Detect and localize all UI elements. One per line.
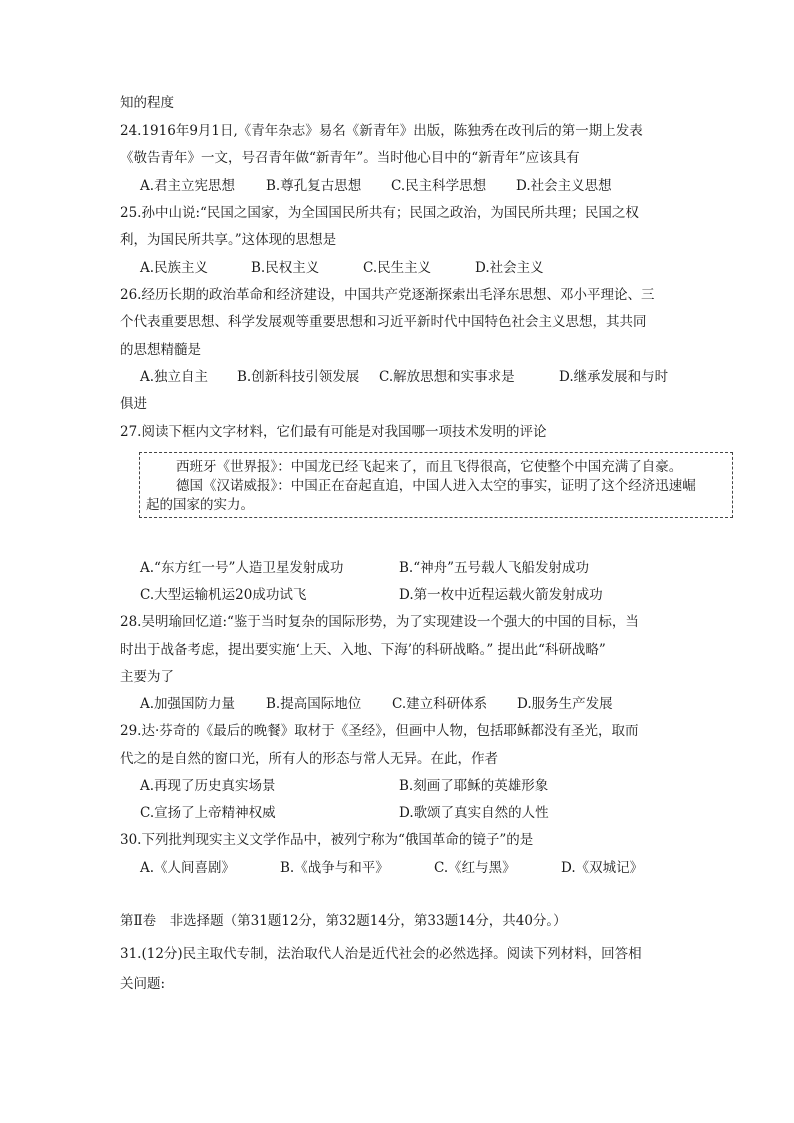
question-24-text: 24.1916年9月1日,《青年杂志》易名《新青年》出版，陈独秀在改刊后的第一期上发表 (120, 123, 643, 139)
question-26-option-d-cont: 俱进 (120, 396, 147, 412)
material-line: 德国《汉诺威报》：中国正在奋起直追，中国人进入太空的事实，证明了这个经济迅速崛 (176, 478, 696, 494)
question-30-text: 30.下列批判现实主义文学作品中，被列宁称为“俄国革命的镜子”的是 (120, 832, 534, 848)
option-c: C.《红与黑》 (434, 860, 516, 876)
option-a: A.加强国防力量 (140, 696, 236, 712)
question-26-text-cont2: 的思想精髓是 (120, 342, 201, 358)
question-29-text-cont: 代之的是自然的窗口光，所有人的形态与常人无异。在此，作者 (120, 751, 498, 767)
material-line: 西班牙《世界报》：中国龙已经飞起来了，而且飞得很高，它使整个中国充满了自豪。 (176, 459, 683, 475)
option-d: D.第一枚中近程运载火箭发射成功 (399, 587, 603, 603)
question-25-text: 25.孙中山说:“民国之国家，为全国国民所共有；民国之政治，为国民所共理；民国之权 (120, 205, 639, 221)
option-a: A.独立自主 (140, 369, 209, 385)
question-26-text: 26.经历长期的政治革命和经济建设，中国共产党逐渐探索出毛泽东思想、邓小平理论、三 (120, 287, 655, 303)
part-2-heading: 第Ⅱ卷 非选择题（第31题12分，第32题14分，第33题14分，共40分。） (120, 913, 567, 929)
option-a: A.君主立宪思想 (140, 178, 236, 194)
question-24-text-cont: 《敬告青年》一文，号召青年做“新青年”。当时他心目中的“新青年”应该具有 (120, 150, 580, 166)
option-c: C.解放思想和实事求是 (379, 369, 515, 385)
option-d: D.继承发展和与时 (559, 369, 669, 385)
option-d: D.社会主义 (475, 260, 544, 276)
option-c: C.民主科学思想 (391, 178, 487, 194)
question-27-text: 27.阅读下框内文字材料，它们最有可能是对我国哪一项技术发明的评论 (120, 424, 547, 440)
text-line: 知的程度 (120, 95, 174, 111)
option-d: D.服务生产发展 (517, 696, 613, 712)
question-31-text-cont: 关问题: (120, 976, 166, 992)
option-c: C.宣扬了上帝精神权威 (140, 805, 276, 821)
option-a: A.“东方红一号”人造卫星发射成功 (140, 560, 344, 576)
option-b: B.提高国际地位 (266, 696, 362, 712)
option-b: B.刻画了耶稣的英雄形象 (399, 778, 549, 794)
option-c: C.民生主义 (363, 260, 432, 276)
question-29-text: 29.达·芬奇的《最后的晚餐》取材于《圣经》，但画中人物，包括耶稣都没有圣光，取而 (120, 723, 639, 739)
question-25-text-cont: 利，为国民所共享。”这体现的思想是 (120, 232, 337, 248)
option-c: C.建立科研体系 (392, 696, 488, 712)
option-b: B.尊孔复古思想 (266, 178, 362, 194)
option-c: C.大型运输机运20成功试飞 (140, 587, 307, 603)
material-line: 起的国家的实力。 (146, 497, 254, 513)
question-28-text: 28.吴明瑜回忆道:“鉴于当时复杂的国际形势，为了实现建设一个强大的中国的目标，当 (120, 614, 639, 630)
option-a: A.民族主义 (140, 260, 209, 276)
option-a: A.再现了历史真实场景 (140, 778, 276, 794)
option-b: B.“神舟”五号载人飞船发射成功 (399, 560, 590, 576)
option-d: D.《双城记》 (561, 860, 644, 876)
material-box (139, 452, 733, 518)
option-b: B.《战争与和平》 (280, 860, 389, 876)
option-d: D.社会主义思想 (516, 178, 612, 194)
option-b: B.创新科技引领发展 (237, 369, 360, 385)
option-b: B.民权主义 (251, 260, 320, 276)
question-31-text: 31.(12分)民主取代专制，法治取代人治是近代社会的必然选择。阅读下列材料，回答相 (120, 946, 642, 962)
question-28-text-cont2: 主要为了 (120, 669, 174, 685)
question-26-text-cont: 个代表重要思想、科学发展观等重要思想和习近平新时代中国特色社会主义思想，其共同 (120, 314, 647, 330)
option-a: A.《人间喜剧》 (140, 860, 236, 876)
option-d: D.歌颂了真实自然的人性 (399, 805, 549, 821)
question-28-text-cont: 时出于战备考虑，提出要实施‘上天、入地、下海’的科研战略。” 提出此“科研战略” (120, 642, 606, 658)
